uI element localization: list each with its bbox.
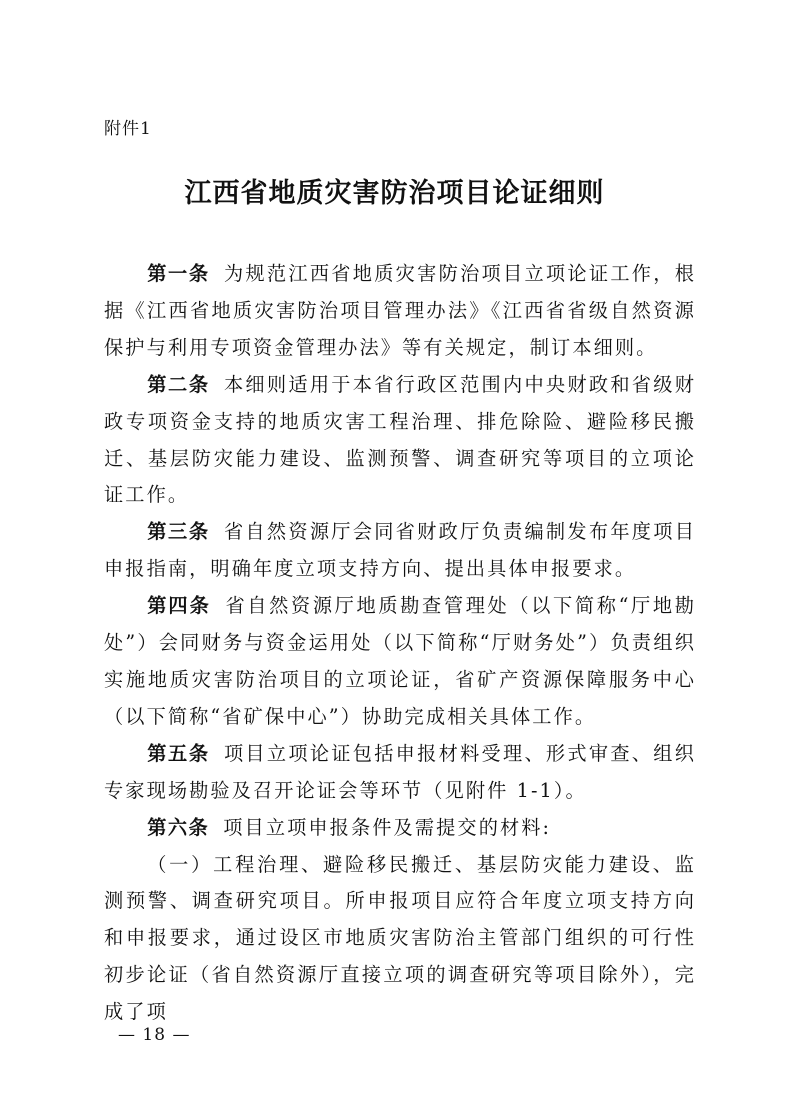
article-6-text: 项目立项申报条件及需提交的材料:	[223, 815, 552, 839]
article-1	[104, 256, 696, 367]
article-3-label: 第三条	[147, 520, 210, 544]
article-6	[104, 810, 696, 847]
article-4-text: 省自然资源厅地质勘查管理处（以下简称“厅地勘处”）会同财务与资金运用处（以下简称“厅财务处”）负责组织实施地质灾害防治项目的立项论证，省矿产资源保障服务中心（以下简称“省矿保中心”）协助完成相关具体工作。	[104, 594, 696, 728]
page-number: — 18 —	[118, 1025, 191, 1045]
article-4	[104, 588, 696, 736]
article-5-label: 第五条	[147, 741, 210, 765]
article-2	[104, 367, 696, 515]
article-5-text: 项目立项论证包括申报材料受理、形式审查、组织专家现场勘验及召开论证会等环节（见附件 1-1）。	[104, 741, 696, 802]
attachment-label: 附件1	[104, 119, 152, 139]
article-2-label: 第二条	[147, 372, 210, 396]
article-3-text: 省自然资源厅会同省财政厅负责编制发布年度项目申报指南，明确年度立项支持方向、提出具体申报要求。	[104, 520, 696, 581]
sub-paragraph-1: （一）工程治理、避险移民搬迁、基层防灾能力建设、监测预警、调查研究项目。所申报项目应符合年度立项支持方向和申报要求，通过设区市地质灾害防治主管部门组织的可行性初步论证（省自然资源厅直接立项的调查研究等项目除外），完成了项	[104, 852, 696, 1024]
article-4-label: 第四条	[147, 594, 211, 618]
article-3	[104, 514, 696, 588]
document-title: 江西省地质灾害防治项目论证细则	[184, 178, 605, 209]
article-1-label: 第一条	[147, 262, 210, 285]
article-5	[104, 736, 696, 810]
document-body	[104, 256, 696, 1031]
article-1-text: 为规范江西省地质灾害防治项目立项论证工作，根据《江西省地质灾害防治项目管理办法》《江西省省级自然资源保护与利用专项资金管理办法》等有关规定，制订本细则。	[104, 262, 696, 359]
article-2-text: 本细则适用于本省行政区范围内中央财政和省级财政专项资金支持的地质灾害工程治理、排危除险、避险移民搬迁、基层防灾能力建设、监测预警、调查研究等项目的立项论证工作。	[104, 372, 696, 507]
article-6-label: 第六条	[147, 815, 210, 839]
